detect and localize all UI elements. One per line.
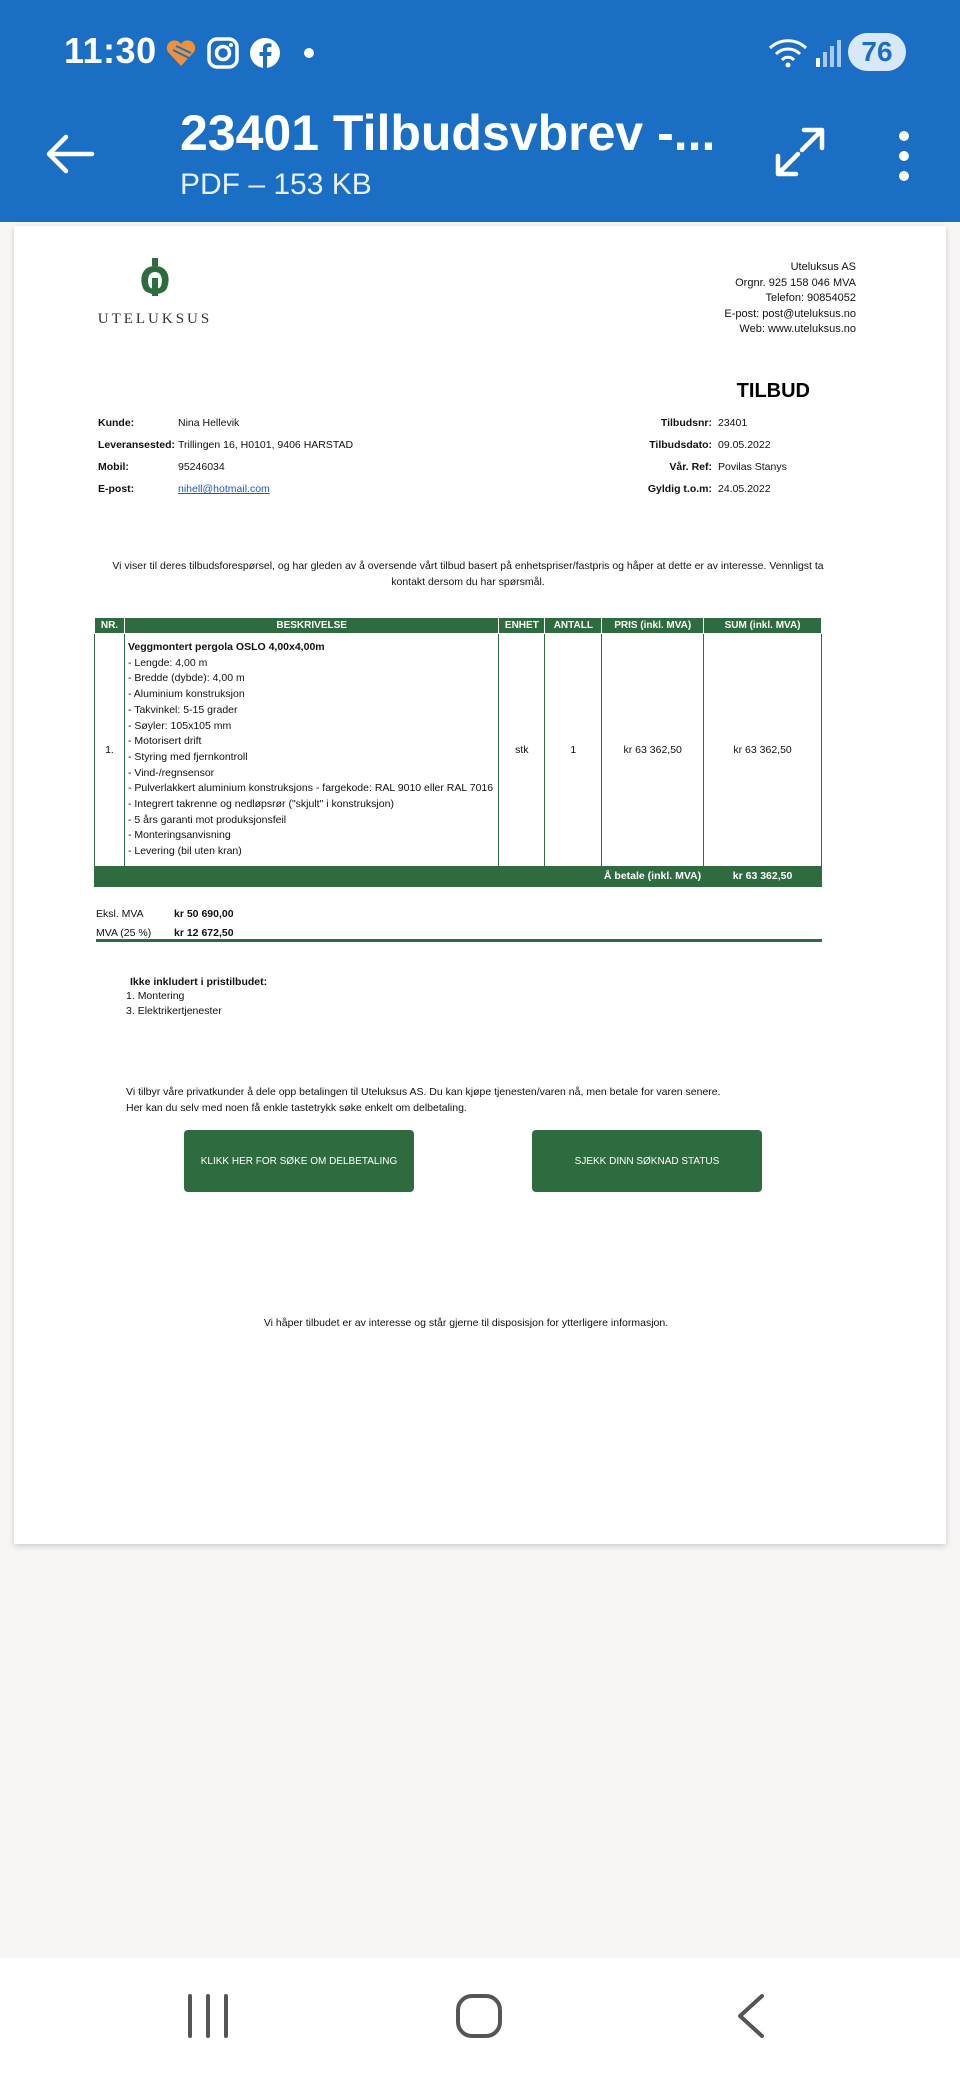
expand-icon[interactable]: [772, 124, 828, 180]
delivery-value: Trillingen 16, H0101, 9406 HARSTAD: [178, 439, 354, 451]
more-options-icon[interactable]: [886, 126, 922, 186]
company-logo: [90, 256, 220, 328]
mobile-label: Mobil:: [98, 461, 129, 473]
document-title: 23401 Tilbudsvbrev -...: [180, 105, 716, 161]
mobile-value: 95246034: [178, 461, 225, 473]
row-quantity: 1: [545, 634, 602, 867]
dot-icon: [292, 36, 326, 70]
table-row: [95, 634, 822, 867]
intro-text: Vi viser til deres tilbudsforespørsel, og har gleden av å oversende vårt tilbud basert på enhetspriser/fastpris og håper at dette er av interesse. Vennligst ta kontakt dersom du har spørsmål.: [112, 560, 824, 588]
email-label: E-post:: [98, 483, 135, 495]
excl-mva-row: [96, 904, 822, 923]
installment-offer: [126, 1084, 721, 1116]
instagram-icon: [206, 36, 240, 70]
facebook-icon: [248, 36, 282, 70]
closing-text: Vi håper tilbudet er av interesse og står gjerne til disposisjon for ytterligere informasjon.: [263, 1317, 669, 1329]
email-link[interactable]: nihell@hotmail.com: [178, 483, 270, 495]
recent-apps-icon[interactable]: [178, 1986, 238, 2046]
company-web: Web: www.uteluksus.no: [739, 323, 856, 335]
desc-line: - Pulverlakkert aluminium konstruksjons - fargekode: RAL 9010 eller RAL 7016: [127, 782, 494, 795]
offer-date-row: [604, 439, 787, 461]
row-sum: kr 63 362,50: [704, 634, 822, 867]
valid-until-label: Gyldig t.o.m:: [647, 483, 712, 495]
home-icon[interactable]: [450, 1986, 510, 2046]
excl-mva-value: kr 50 690,00: [174, 907, 234, 920]
header-price: PRIS (inkl. MVA): [602, 618, 704, 634]
header-description: BESKRIVELSE: [124, 618, 498, 634]
valid-until-row: [604, 483, 787, 505]
total-value: kr 63 362,50: [704, 866, 822, 886]
not-included-section: [126, 976, 267, 1020]
desc-line: - Vind-/regnsensor: [127, 766, 215, 779]
offer-line: Her kan du selv med noen få enkle tastetrykk søke enkelt om delbetaling.: [126, 1102, 467, 1114]
row-nr: 1.: [95, 634, 125, 867]
offer-line: Vi tilbyr våre privatkunder å dele opp betalingen til Uteluksus AS. Du kan kjøpe tjenesten/varen nå, men betale for varen senere.: [126, 1086, 721, 1098]
customer-row: [98, 417, 353, 439]
desc-line: - Aluminium konstruksjon: [127, 688, 245, 701]
sums: [96, 904, 822, 942]
excl-mva-label: Eksl. MVA: [96, 907, 144, 920]
items-table: [94, 617, 822, 887]
row-unit: stk: [499, 634, 545, 867]
battery-indicator: 76: [848, 33, 906, 71]
desc-line: - Styring med fjernkontroll: [127, 750, 248, 763]
company-info: [724, 260, 856, 338]
offer-number-value: 23401: [718, 417, 748, 429]
company-orgnr: Orgnr. 925 158 046 MVA: [735, 276, 856, 289]
header-nr: NR.: [95, 618, 125, 634]
total-spacer: [95, 866, 602, 886]
desc-line: - Integrert takrenne og nedløpsrør ("skjult" i konstruksjon): [127, 798, 394, 811]
row-description: [124, 634, 498, 867]
header-sum: SUM (inkl. MVA): [704, 618, 822, 634]
navigation-bar: [0, 1958, 960, 2080]
our-ref-value: Povilas Stanys: [718, 461, 787, 473]
mva-label: MVA (25 %): [96, 926, 152, 939]
company-phone: Telefon: 90854052: [765, 292, 856, 304]
desc-line: - Lengde: 4,00 m: [127, 656, 208, 669]
list-item: [126, 990, 267, 1005]
our-ref-row: [604, 461, 787, 483]
desc-line: - Levering (bil uten kran): [127, 845, 242, 858]
offer-info: [604, 417, 787, 505]
logo-wordmark: UTELUKSUS: [97, 311, 213, 327]
header-quantity: ANTALL: [545, 618, 602, 634]
desc-line: - Monteringsanvisning: [127, 829, 231, 842]
customer-info: [98, 417, 353, 505]
list-number: 3.: [126, 1005, 135, 1017]
list-item: [126, 1005, 267, 1020]
check-status-button[interactable]: SJEKK DINN SØKNAD STATUS: [532, 1130, 762, 1192]
list-text: Elektrikertjenester: [137, 1005, 222, 1017]
company-name: Uteluksus AS: [790, 261, 856, 273]
pdf-page[interactable]: [14, 226, 946, 1544]
wifi-icon: [766, 36, 810, 70]
mobile-row: [98, 461, 353, 483]
valid-until-value: 24.05.2022: [718, 483, 771, 495]
email-row: [98, 483, 353, 505]
desc-line: - Søyler: 105x105 mm: [127, 719, 232, 732]
offer-date-value: 09.05.2022: [718, 439, 771, 451]
status-time: 11:30: [64, 30, 157, 71]
desc-line: - Bredde (dybde): 4,00 m: [127, 672, 245, 685]
customer-value: Nina Hellevik: [178, 417, 240, 429]
offer-heading: TILBUD: [736, 380, 810, 402]
total-label: Å betale (inkl. MVA): [602, 866, 704, 886]
app-bar: [0, 0, 960, 222]
list-text: Montering: [137, 990, 185, 1002]
back-icon[interactable]: [722, 1986, 782, 2046]
apply-installment-button[interactable]: KLIKK HER FOR SØKE OM DELBETALING: [184, 1130, 414, 1192]
not-included-heading: Ikke inkludert i pristilbudet:: [130, 976, 268, 988]
total-row: [95, 866, 822, 886]
desc-line: - 5 års garanti mot produksjonsfeil: [127, 813, 287, 826]
offer-date-label: Tilbudsdato:: [649, 439, 712, 451]
delivery-row: [98, 439, 353, 461]
document-subtitle: PDF – 153 KB: [180, 168, 372, 201]
company-email: E-post: post@uteluksus.no: [724, 307, 856, 320]
header-unit: ENHET: [499, 618, 545, 634]
row-price: kr 63 362,50: [602, 634, 704, 867]
signal-icon: [812, 36, 846, 70]
desc-line: - Motorisert drift: [127, 735, 202, 748]
customer-label: Kunde:: [98, 417, 135, 429]
product-title: Veggmontert pergola OSLO 4,00x4,00m: [127, 641, 325, 653]
delivery-label: Leveransested:: [98, 439, 176, 451]
desc-line: - Takvinkel: 5-15 grader: [127, 703, 238, 716]
heart-app-icon: [164, 36, 198, 70]
offer-number-label: Tilbudsnr:: [660, 417, 712, 429]
mva-value: kr 12 672,50: [174, 926, 234, 939]
logo-mark-icon: [133, 256, 177, 304]
back-arrow-icon[interactable]: [40, 124, 100, 184]
our-ref-label: Vår. Ref:: [669, 461, 712, 473]
list-number: 1.: [126, 990, 135, 1002]
offer-number-row: [604, 417, 787, 439]
status-bar: [0, 0, 960, 104]
divider: [96, 939, 822, 942]
